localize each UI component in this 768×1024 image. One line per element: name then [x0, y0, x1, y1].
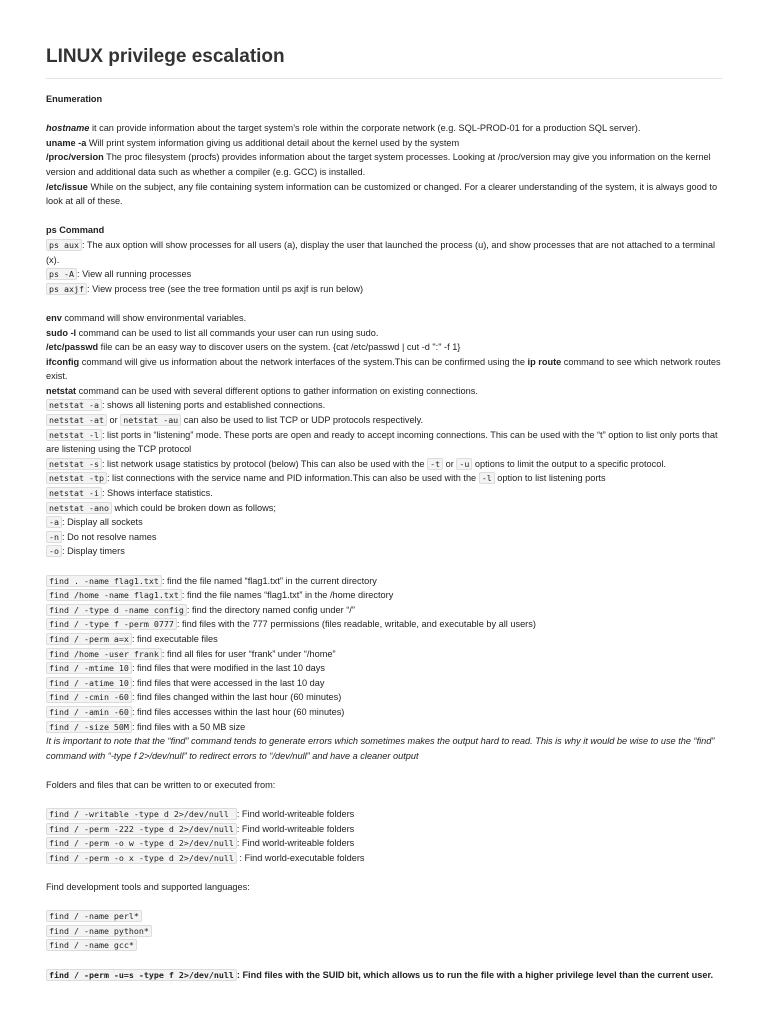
netstat-at-au-line: netstat -at or netstat -au can also be used to list TCP or UDP protocols respectively. — [46, 413, 722, 428]
find-note: It is important to note that the “find” command tends to generate errors which sometimes makes the output hard to read. This is why it would be wise to use the “find” command with “-type f 2>/dev/null” to redirect errors to “/dev/null” and have a cleaner output — [46, 736, 715, 761]
netstat-s-line: netstat -s : list network usage statistics by protocol (below) This can also be used with the -t or -u options to limit the output to a specific protocol. — [46, 457, 722, 472]
opt-a-line: -a : Display all sockets — [46, 515, 722, 530]
writable-intro: Folders and files that can be written to or executed from: — [46, 779, 276, 790]
ps-aux-line: ps aux : The aux option will show processes for all users (a), display the user that launched the process (u), and show processes that are not attached to a terminal (x). — [46, 239, 716, 265]
procversion-line: /proc/version The proc filesystem (procfs) provides information about the target system processes. Looking at /proc/version may give you information on the kernel version and additional data such as whether a compiler (e.g. GCC) is installed. — [46, 152, 711, 177]
find-line: find / -perm a=x : find executable files — [46, 632, 722, 647]
find-line: find / -size 50M : find files with a 50 MB size — [46, 720, 722, 735]
ps-a-line: ps -A : View all running processes — [46, 267, 722, 282]
etcissue-line: /etc/issue While on the subject, any file containing system information can be customized or changed. For a clearer understanding of the system, it is always good to look at all of these. — [46, 181, 718, 207]
writable-line: find / -perm -o w -type d 2>/dev/null : Find world-writeable folders — [46, 836, 722, 851]
devtools-line: find / -name python* — [46, 924, 722, 939]
netstat-line: netstat command can be used with several different options to gather information on existing connections. — [46, 385, 478, 396]
find-line: find / -mtime 10 : find files that were modified in the last 10 days — [46, 661, 722, 676]
devtools-line: find / -name gcc* — [46, 938, 722, 953]
writable-line: find / -writable -type d 2>/dev/null : Find world-writeable folders — [46, 807, 722, 822]
devtools-intro: Find development tools and supported languages: — [46, 882, 250, 893]
find-line: find / -type f -perm 0777 : find files with the 777 permissions (files readable, writable, and executable by all users) — [46, 617, 722, 632]
find-line: find /home -user frank : find all files for user “frank” under “/home” — [46, 647, 722, 662]
find-line: find / -atime 10 : find files that were accessed in the last 10 day — [46, 676, 722, 691]
ifconfig-line: ifconfig command will give us information about the network interfaces of the system.This can be confirmed using the ip route command to see which network routes exist. — [46, 356, 721, 382]
ps-axjf-line: ps axjf : View process tree (see the tree formation until ps axjf is run below) — [46, 282, 722, 297]
netstat-l-line: netstat -l : list ports in “listening” mode. These ports are open and ready to accept incoming connections. This can be used with the “t” option to list only ports that are listening using the TCP protocol — [46, 429, 718, 455]
find-line: find / -type d -name config : find the directory named config under “/” — [46, 603, 722, 618]
opt-o-line: -o : Display timers — [46, 544, 722, 559]
find-line: find . -name flag1.txt : find the file named “flag1.txt” in the current directory — [46, 574, 722, 589]
netstat-i-line: netstat -i : Shows interface statistics. — [46, 486, 722, 501]
opt-n-line: -n : Do not resolve names — [46, 530, 722, 545]
writable-line: find / -perm -o x -type d 2>/dev/null : Find world-executable folders — [46, 851, 722, 866]
uname-line: uname -a Will print system information giving us additional detail about the kernel used by the system — [46, 137, 460, 148]
passwd-line: /etc/passwd file can be an easy way to discover users on the system. {cat /etc/passwd | cut -d ":" -f 1} — [46, 342, 461, 353]
ps-heading: ps Command — [46, 225, 105, 236]
find-line: find / -amin -60 : find files accesses within the last hour (60 minutes) — [46, 705, 722, 720]
writable-line: find / -perm -222 -type d 2>/dev/null : Find world-writeable folders — [46, 822, 722, 837]
netstat-a-line: netstat -a : shows all listening ports and established connections. — [46, 398, 722, 413]
enumeration-heading: Enumeration — [46, 94, 103, 104]
netstat-ano-line: netstat -ano which could be broken down as follows; — [46, 501, 722, 516]
find-line: find /home -name flag1.txt : find the file names “flag1.txt” in the /home directory — [46, 588, 722, 603]
env-line: env command will show environmental variables. — [46, 312, 247, 323]
devtools-line: find / -name perl* — [46, 909, 722, 924]
netstat-tp-line: netstat -tp : list connections with the service name and PID information.This can also be used with the -l option to list listening ports — [46, 471, 722, 486]
page-title: LINUX privilege escalation — [46, 0, 722, 79]
document-body — [46, 92, 722, 982]
hostname-line: hostname it can provide information about the target system’s role within the corporate network (e.g. SQL-PROD-01 for a production SQL server). — [46, 123, 641, 134]
find-line: find / -cmin -60 : find files changed within the last hour (60 minutes) — [46, 690, 722, 705]
suid-line: find / -perm -u=s -type f 2>/dev/null : Find files with the SUID bit, which allows us to run the file with a higher privilege level than the current user. — [46, 968, 722, 983]
sudo-line: sudo -l command can be used to list all commands your user can run using sudo. — [46, 327, 379, 338]
